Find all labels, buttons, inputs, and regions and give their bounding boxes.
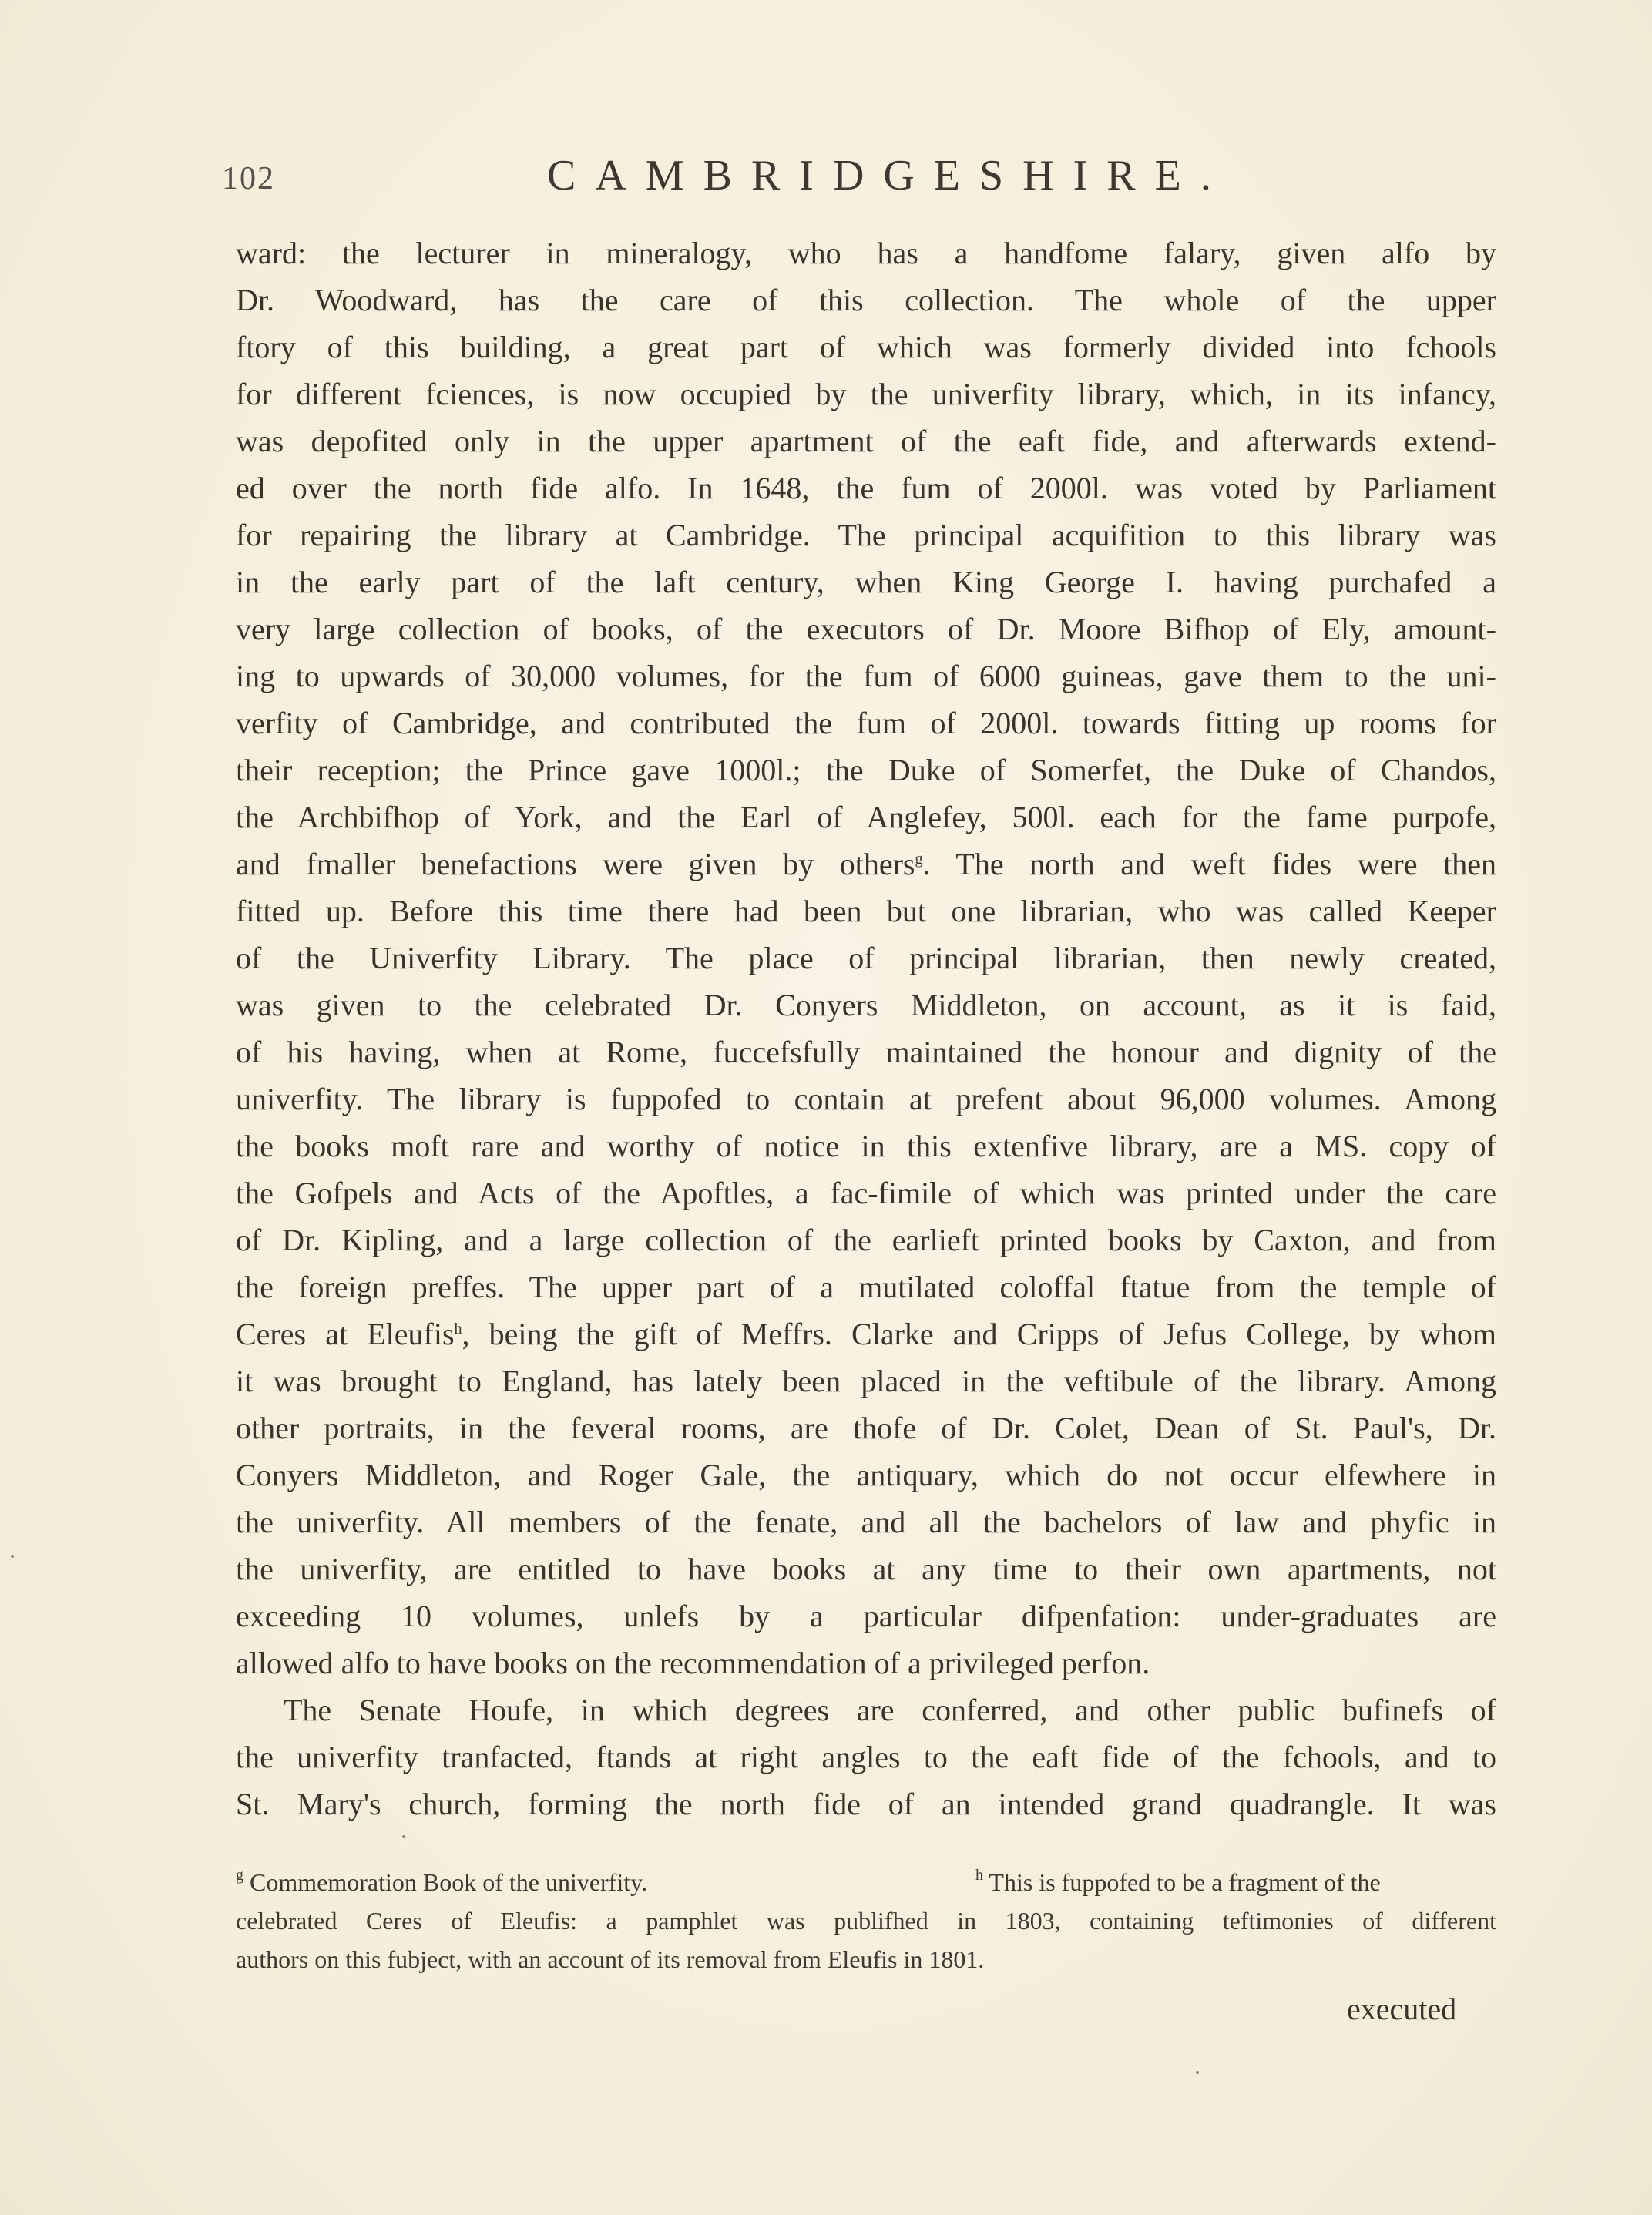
text-line: was given to the celebrated Dr. Conyers Middleton, on account, as it is faid, xyxy=(236,988,1496,1022)
footnote-line: celebrated Ceres of Eleufis: a pamphlet was publifhed in 1803, containing teftimonies of different xyxy=(236,1907,1496,1935)
text-segment: , being the gift of Meffrs. Clarke and Cripps of Jefus College, by whom xyxy=(462,1317,1496,1351)
text-line: univerfity. The library is fuppofed to contain at prefent about 96,000 volumes. Among xyxy=(236,1082,1496,1116)
text-line: the univerfity tranfacted, ftands at right angles to the eaft fide of the fchools, and to xyxy=(236,1740,1496,1774)
text-line: ward: the lecturer in mineralogy, who has a handfome falary, given alfo by xyxy=(236,236,1496,270)
text-line: St. Mary's church, forming the north fide of an intended grand quadrangle. It was xyxy=(236,1787,1496,1821)
text-line: ed over the north fide alfo. In 1648, the fum of 2000l. was voted by Parliament xyxy=(236,471,1496,505)
footnote-mark-h: h xyxy=(454,1321,462,1337)
running-title: CAMBRIDGESHIRE. xyxy=(547,152,1231,200)
text-line: the univerfity, are entitled to have books at any time to their own apartments, not xyxy=(236,1552,1496,1586)
text-line: it was brought to England, has lately been placed in the veftibule of the library. Among xyxy=(236,1364,1496,1398)
text-line: the univerfity. All members of the fenate, and all the bachelors of law and phyfic in xyxy=(236,1505,1496,1539)
text-line-with-footnote-g xyxy=(236,841,1496,888)
text-line: the foreign preffes. The upper part of a mutilated coloffal ftatue from the temple of xyxy=(236,1270,1496,1304)
footnote-line xyxy=(236,1863,1496,1901)
footnote-h-start xyxy=(975,1863,1381,1901)
text-line: the books moft rare and worthy of notice in this extenfive library, are a MS. copy of xyxy=(236,1129,1496,1163)
text-line: verfity of Cambridge, and contributed the fum of 2000l. towards fitting up rooms for xyxy=(236,706,1496,740)
text-line: ftory of this building, a great part of which was formerly divided into fchools xyxy=(236,330,1496,364)
footnote-h-text: This is fuppofed to be a fragment of the xyxy=(989,1868,1381,1896)
paper-speck xyxy=(1196,2071,1199,2074)
text-line: of the Univerfity Library. The place of principal librarian, then newly created, xyxy=(236,941,1496,975)
text-line-paragraph-start: The Senate Houfe, in which degrees are conferred, and other public bufinefs of xyxy=(284,1693,1496,1727)
text-line: Dr. Woodward, has the care of this collection. The whole of the upper xyxy=(236,283,1496,317)
footnote-mark-g: g xyxy=(236,1867,243,1884)
footnotes xyxy=(236,1863,1496,1978)
footnote-mark-h: h xyxy=(975,1867,983,1884)
text-line-with-footnote-h xyxy=(236,1311,1496,1358)
text-segment: and fmaller benefactions were given by others xyxy=(236,847,915,881)
text-segment: . The north and weft fides were then xyxy=(922,847,1497,881)
text-line: their reception; the Prince gave 1000l.; the Duke of Somerfet, the Duke of Chandos, xyxy=(236,753,1496,787)
text-line: Conyers Middleton, and Roger Gale, the antiquary, which do not occur elfewhere in xyxy=(236,1458,1496,1492)
text-line: very large collection of books, of the executors of Dr. Moore Bifhop of Ely, amount- xyxy=(236,612,1496,646)
text-line: of Dr. Kipling, and a large collection of the earlieft printed books by Caxton, and from xyxy=(236,1223,1496,1257)
paper-speck xyxy=(11,1555,14,1558)
page-number: 102 xyxy=(222,161,275,196)
text-line: exceeding 10 volumes, unlefs by a particular difpenfation: under-graduates are xyxy=(236,1599,1496,1633)
catchword: executed xyxy=(1347,1992,1457,2026)
text-line: fitted up. Before this time there had been but one librarian, who was called Keeper xyxy=(236,894,1496,928)
text-line: for different fciences, is now occupied by the univerfity library, which, in its infancy, xyxy=(236,377,1496,411)
text-line: in the early part of the laft century, when King George I. having purchafed a xyxy=(236,565,1496,599)
text-line: for repairing the library at Cambridge. The principal acquifition to this library was xyxy=(236,518,1496,552)
text-line-paragraph-end: allowed alfo to have books on the recommendation of a privileged perfon. xyxy=(236,1646,1150,1680)
text-line: other portraits, in the feveral rooms, are thofe of Dr. Colet, Dean of St. Paul's, Dr. xyxy=(236,1411,1496,1445)
text-line: of his having, when at Rome, fuccefsfully maintained the honour and dignity of the xyxy=(236,1035,1496,1069)
footnote-g-text: Commemoration Book of the univerfity. xyxy=(250,1868,648,1896)
body-text xyxy=(236,230,1496,1827)
page-header xyxy=(222,151,1495,205)
footnote-mark-g: g xyxy=(915,851,923,868)
text-segment: Ceres at Eleufis xyxy=(236,1317,455,1351)
text-line: was depofited only in the upper apartment of the eaft fide, and afterwards extend- xyxy=(236,424,1496,458)
text-line: ing to upwards of 30,000 volumes, for the fum of 6000 guineas, gave them to the uni- xyxy=(236,659,1496,693)
text-line: the Archbifhop of York, and the Earl of Anglefey, 500l. each for the fame purpofe, xyxy=(236,800,1496,834)
paper-speck xyxy=(402,1835,405,1838)
footnote-g xyxy=(236,1863,975,1901)
footnote-line: authors on this fubject, with an account of its removal from Eleufis in 1801. xyxy=(236,1945,985,1973)
text-line: the Gofpels and Acts of the Apoftles, a fac-fimile of which was printed under the care xyxy=(236,1176,1496,1210)
